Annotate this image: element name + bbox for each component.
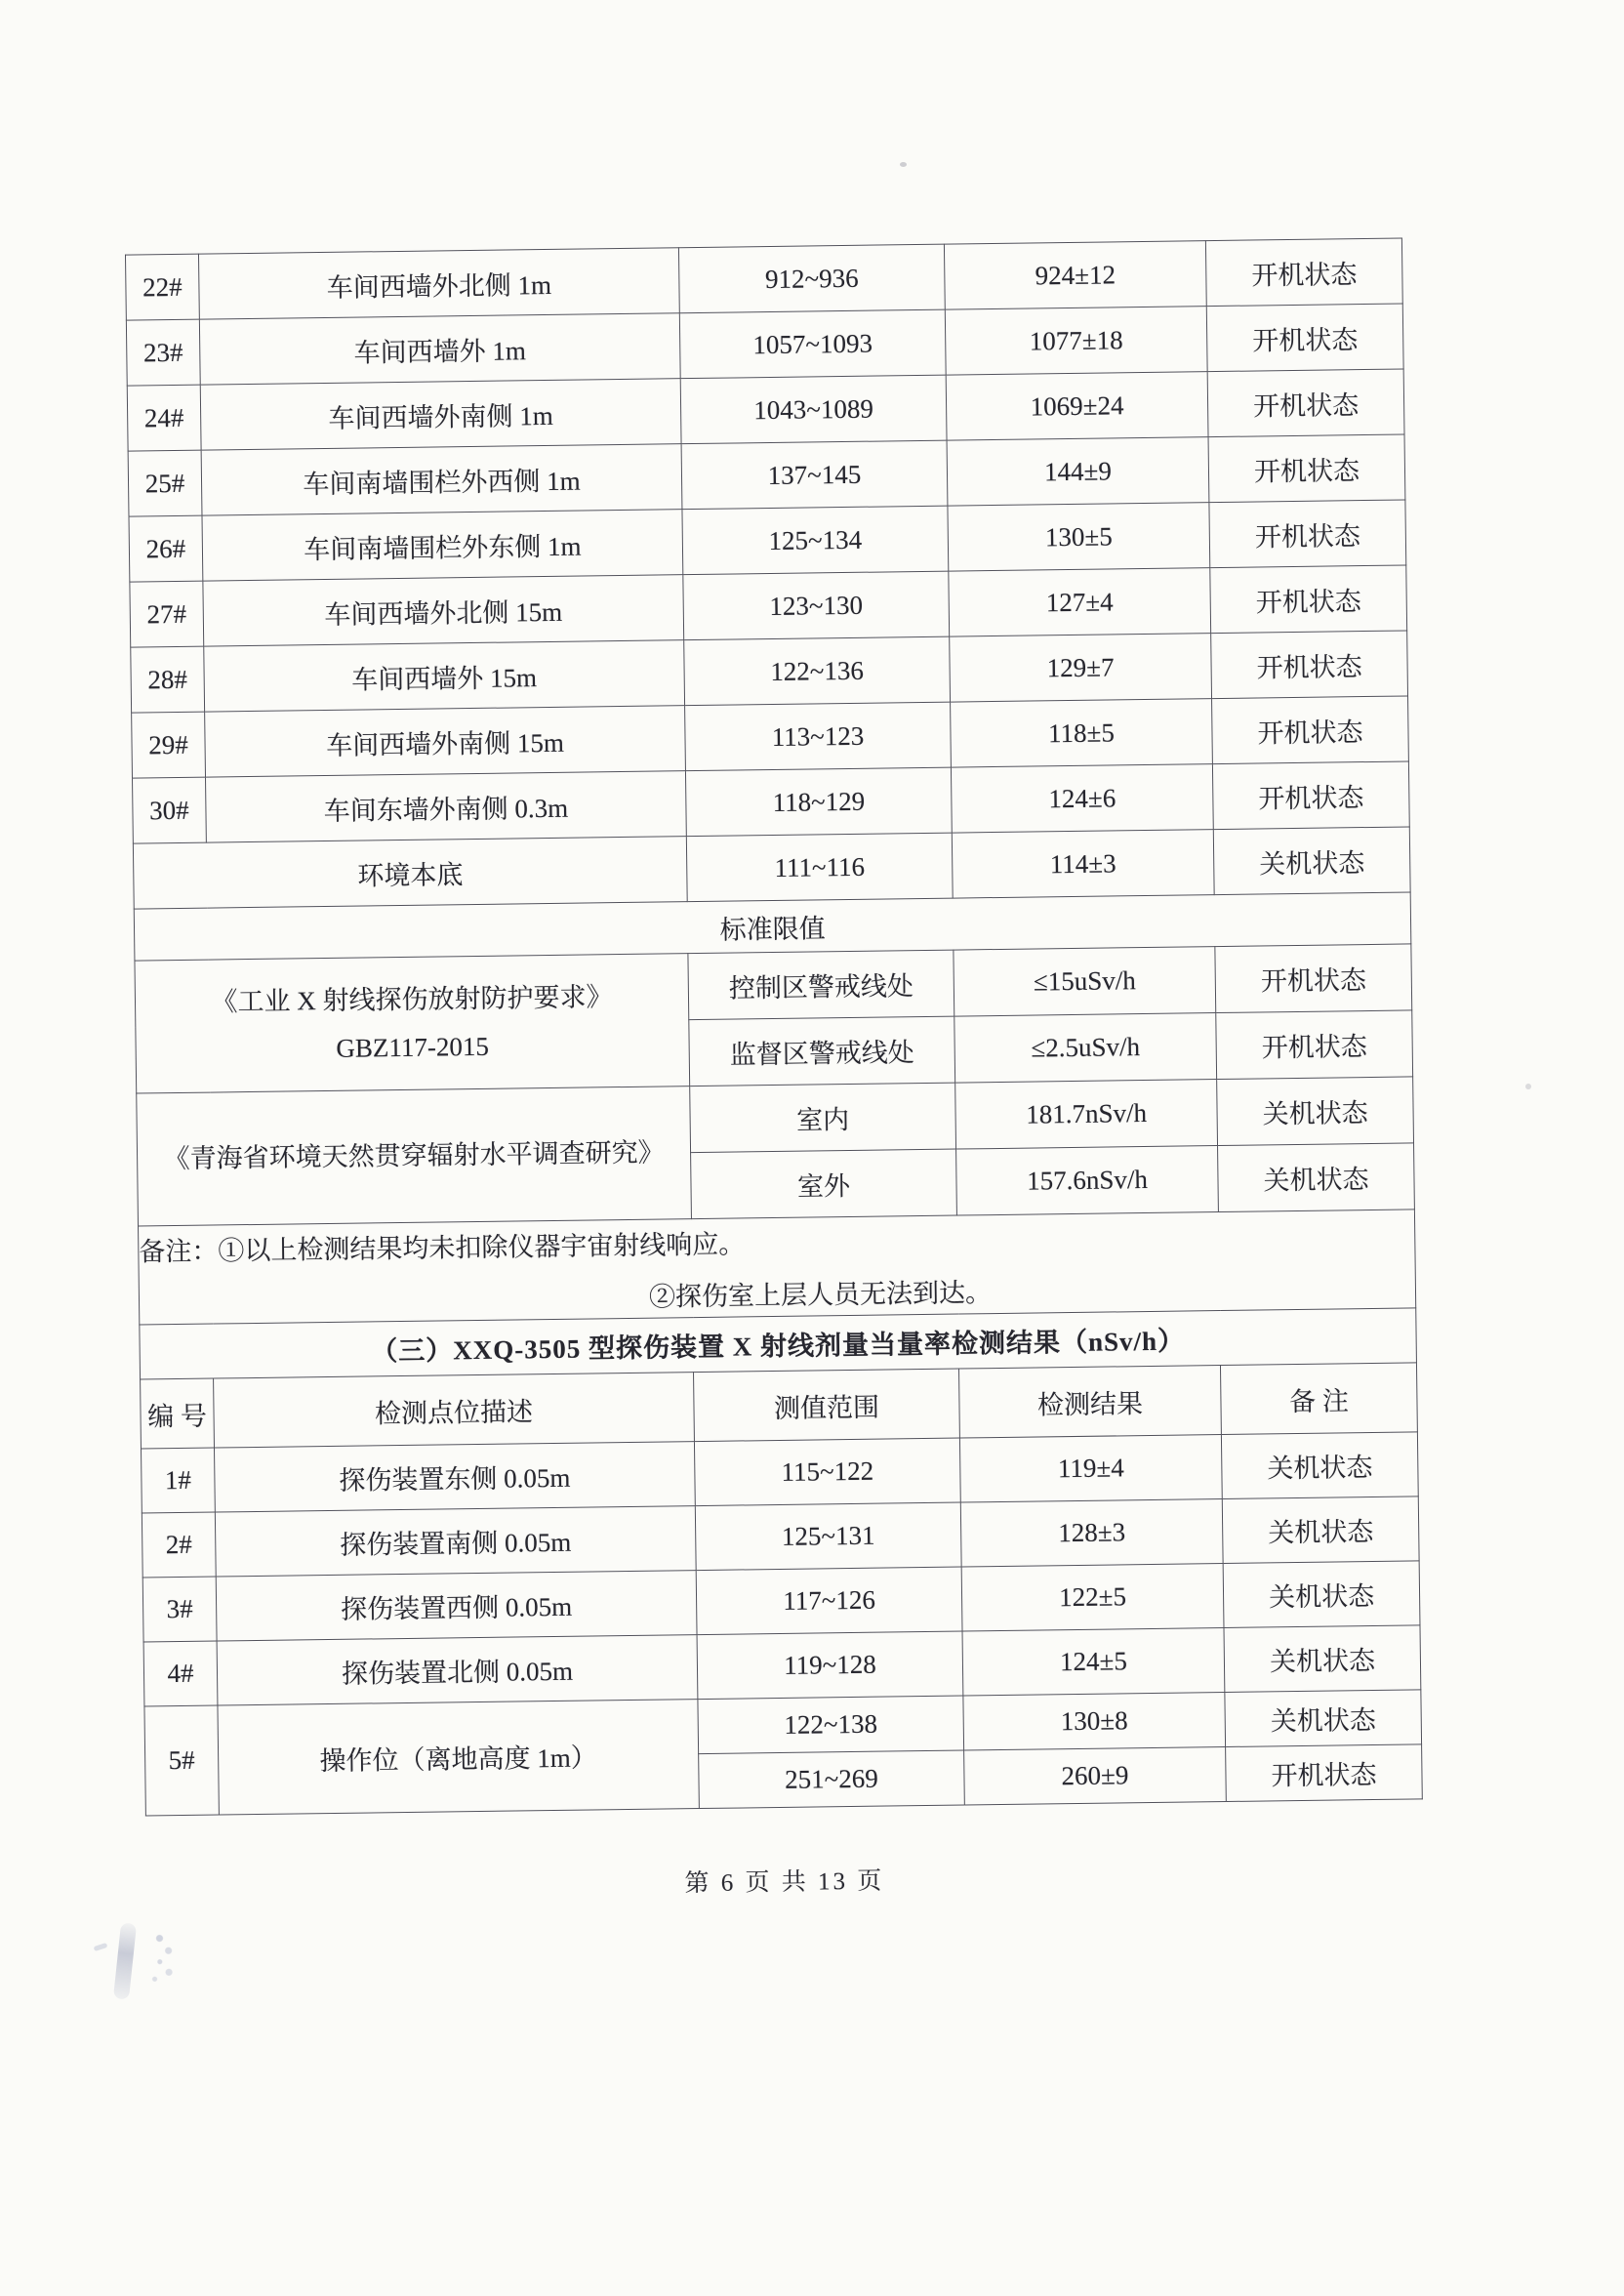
scanned-report-sheet [125,238,1423,1906]
result-cell: 144±9 [947,437,1209,507]
standard-name-line: 《工业 X 射线探伤放射防护要求》 [211,981,613,1017]
status-cell: 开机状态 [1209,500,1406,568]
limit-value-cell: ≤15uSv/h [954,947,1216,1017]
point-desc-cell: 探伤装置南侧 0.05m [215,1506,696,1577]
status-cell: 关机状态 [1217,1077,1414,1146]
point-desc-cell: 车间南墙围栏外东侧 1m [202,510,683,581]
range-cell: 251~269 [699,1750,965,1809]
point-id-cell: 24# [127,385,201,451]
range-cell: 122~138 [698,1696,964,1754]
standard-name-cell [137,1086,692,1226]
point-id-cell: 5# [144,1705,219,1816]
status-cell: 关机状态 [1218,1143,1415,1212]
point-desc-cell: 车间西墙外北侧 1m [198,248,679,319]
point-desc-cell: 车间西墙外南侧 15m [205,706,686,777]
point-desc-cell: 车间东墙外南侧 0.3m [205,771,686,842]
status-cell: 关机状态 [1224,1625,1421,1693]
result-cell: 130±5 [948,503,1210,572]
point-desc-cell: 车间西墙外 15m [204,640,685,712]
result-cell: 118±5 [951,699,1213,768]
remarks-cell [139,1210,1416,1325]
point-id-cell: 30# [133,777,207,843]
point-desc-cell: 车间西墙外北侧 15m [203,575,684,646]
point-id-cell: 28# [131,646,205,713]
range-cell: 912~936 [678,244,945,313]
status-cell: 关机状态 [1223,1561,1420,1628]
point-id-cell: 2# [142,1512,216,1578]
header-point-desc: 检测点位描述 [214,1373,695,1448]
result-cell: 260±9 [964,1747,1227,1806]
status-cell: 开机状态 [1207,369,1404,437]
range-cell: 118~129 [685,767,952,837]
range-cell: 123~130 [683,571,950,640]
point-id-cell: 25# [128,450,202,516]
result-cell: 122±5 [961,1564,1224,1632]
point-desc-cell: 车间西墙外南侧 1m [200,379,681,450]
header-point-id: 编 号 [141,1378,215,1449]
range-cell: 111~116 [686,833,953,902]
ink-smudge-blob [113,1922,137,1999]
result-cell: 924±12 [944,241,1206,310]
result-cell: 119±4 [959,1435,1222,1503]
range-cell: 125~134 [682,506,949,575]
range-cell: 115~122 [694,1438,960,1506]
status-cell: 开机状态 [1206,304,1403,372]
range-cell: 125~131 [695,1502,961,1571]
range-cell: 119~128 [697,1631,963,1700]
limit-value-cell: ≤2.5uSv/h [954,1013,1217,1084]
result-cell: 128±3 [960,1499,1223,1568]
result-cell: 127±4 [949,568,1211,637]
status-cell: 关机状态 [1225,1690,1422,1747]
point-desc-cell: 车间西墙外 1m [199,313,680,385]
remark-line: ②探伤室上层人员无法到达。 [648,1278,993,1312]
status-cell: 开机状态 [1215,944,1412,1013]
limit-location-cell: 控制区警戒线处 [688,950,954,1020]
range-cell: 117~126 [696,1567,962,1635]
limit-value-cell: 181.7nSv/h [955,1080,1218,1150]
status-cell: 关机状态 [1221,1432,1418,1499]
result-cell: 130±8 [963,1693,1226,1751]
limit-value-cell: 157.6nSv/h [956,1146,1219,1216]
result-cell: 124±6 [951,764,1213,834]
status-cell: 开机状态 [1212,696,1409,764]
result-cell: 124±5 [962,1628,1225,1697]
status-cell: 关机状态 [1222,1496,1419,1564]
point-id-cell: 1# [141,1448,215,1513]
paper-speck [1525,1084,1531,1089]
status-cell: 开机状态 [1216,1010,1413,1080]
limit-location-cell: 室外 [691,1149,957,1219]
header-range: 测值范围 [694,1369,960,1442]
point-id-cell: 26# [129,515,203,582]
standard-name-cell [135,954,690,1093]
limit-location-cell: 监督区警戒线处 [689,1016,955,1086]
limits-title-cell: 标准限值 [134,892,1411,961]
point-id-cell: 27# [130,581,204,647]
status-cell: 开机状态 [1205,238,1402,307]
status-cell: 开机状态 [1212,761,1409,830]
point-desc-cell: 探伤装置西侧 0.05m [216,1571,697,1641]
point-desc-cell: 车间南墙围栏外西侧 1m [201,444,682,515]
header-note: 备 注 [1220,1363,1417,1435]
point-desc-cell: 探伤装置东侧 0.05m [214,1442,695,1512]
status-cell: 关机状态 [1213,827,1410,895]
status-cell: 开机状态 [1226,1744,1423,1802]
range-cell: 1043~1089 [680,375,947,444]
result-cell: 1077±18 [945,307,1207,376]
point-id-cell: 29# [132,712,206,778]
range-cell: 113~123 [685,702,952,771]
standard-name-line: 《青海省环境天然贯穿辐射水平调查研究》 [163,1137,665,1174]
section-title: （三）XXQ-3505 型探伤装置 X 射线剂量当量率检测结果（nSv/h） [140,1308,1417,1379]
header-result: 检测结果 [958,1366,1221,1439]
range-cell: 122~136 [684,636,951,706]
ink-smudge [90,1911,197,2019]
status-cell: 开机状态 [1210,565,1407,634]
point-id-cell: 3# [142,1577,217,1642]
point-id-cell: 23# [126,319,200,386]
remarks-row [139,1210,1416,1325]
result-cell: 114±3 [952,830,1214,899]
page-footer: 第 6 页 共 13 页 [684,1867,885,1898]
remark-line: ①以上检测结果均未扣除仪器宇宙射线响应。 [218,1229,746,1266]
ink-smudge-blob [148,1928,182,1990]
point-desc-cell: 环境本底 [133,837,687,909]
point-id-cell: 4# [143,1641,218,1706]
range-cell: 1057~1093 [679,309,946,379]
result-cell: 1069±24 [946,372,1208,441]
result-cell: 129±7 [950,634,1212,703]
status-cell: 开机状态 [1211,631,1408,699]
standard-name-line: GBZ117-2015 [336,1031,490,1063]
point-desc-cell: 探伤装置北侧 0.05m [217,1635,698,1705]
limit-location-cell: 室内 [690,1083,956,1153]
point-id-cell: 22# [125,254,199,320]
status-cell: 开机状态 [1208,434,1405,503]
remark-label: 备注： [139,1236,219,1267]
point-desc-cell: 操作位（离地高度 1m） [218,1700,699,1815]
paper-speck [900,162,907,167]
range-cell: 137~145 [681,440,948,510]
ink-smudge-blob [94,1943,108,1951]
radiation-measurement-table [125,237,1423,1816]
